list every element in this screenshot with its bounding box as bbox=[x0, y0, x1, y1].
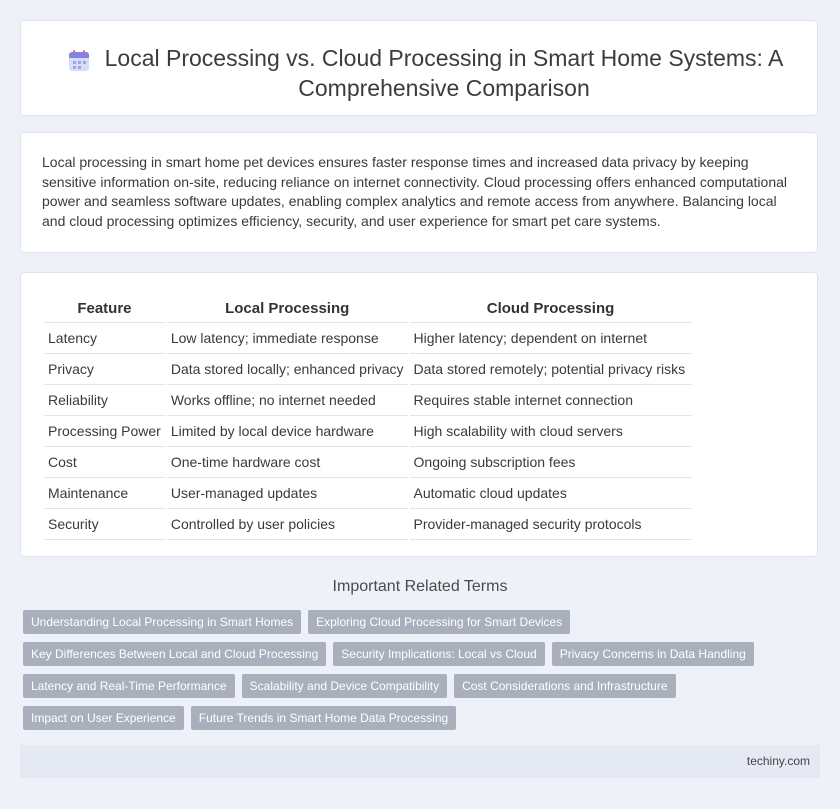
related-term-tag[interactable]: Understanding Local Processing in Smart Homes bbox=[23, 610, 301, 634]
table-cell: Limited by local device hardware bbox=[167, 416, 408, 447]
tag-row bbox=[23, 706, 783, 730]
table-cell: Maintenance bbox=[44, 478, 165, 509]
table-row bbox=[44, 478, 692, 509]
related-term-tag[interactable]: Future Trends in Smart Home Data Processing bbox=[191, 706, 456, 730]
column-header-local: Local Processing bbox=[167, 294, 408, 323]
footer bbox=[20, 745, 820, 778]
page-title: Local Processing vs. Cloud Processing in Smart Home Systems: A Comprehensive Comparison bbox=[104, 45, 784, 101]
comparison-table bbox=[42, 294, 694, 540]
table-row bbox=[44, 354, 692, 385]
title-card bbox=[20, 20, 818, 116]
table-cell: Security bbox=[44, 509, 165, 540]
related-term-tag[interactable]: Latency and Real-Time Performance bbox=[23, 674, 235, 698]
table-row bbox=[44, 447, 692, 478]
table-cell: Data stored locally; enhanced privacy bbox=[167, 354, 408, 385]
table-cell: Controlled by user policies bbox=[167, 509, 408, 540]
footer-site-link[interactable]: techiny.com bbox=[746, 754, 810, 768]
table-row bbox=[44, 323, 692, 354]
table-cell: Higher latency; dependent on internet bbox=[410, 323, 692, 354]
tag-row bbox=[23, 642, 783, 666]
table-cell: Provider-managed security protocols bbox=[410, 509, 692, 540]
tag-row bbox=[23, 610, 783, 634]
table-cell: Processing Power bbox=[44, 416, 165, 447]
table-cell: Reliability bbox=[44, 385, 165, 416]
related-terms-list bbox=[23, 610, 783, 738]
table-row bbox=[44, 416, 692, 447]
table-cell: Low latency; immediate response bbox=[167, 323, 408, 354]
column-header-feature: Feature bbox=[44, 294, 165, 323]
table-row bbox=[44, 509, 692, 540]
related-term-tag[interactable]: Security Implications: Local vs Cloud bbox=[333, 642, 544, 666]
related-term-tag[interactable]: Impact on User Experience bbox=[23, 706, 184, 730]
table-cell: Automatic cloud updates bbox=[410, 478, 692, 509]
table-cell: Data stored remotely; potential privacy risks bbox=[410, 354, 692, 385]
related-term-tag[interactable]: Privacy Concerns in Data Handling bbox=[552, 642, 754, 666]
related-term-tag[interactable]: Scalability and Device Compatibility bbox=[242, 674, 447, 698]
table-cell: Cost bbox=[44, 447, 165, 478]
table-cell: User-managed updates bbox=[167, 478, 408, 509]
table-header-row bbox=[44, 294, 692, 323]
table-cell: Works offline; no internet needed bbox=[167, 385, 408, 416]
table-cell: Requires stable internet connection bbox=[410, 385, 692, 416]
intro-card bbox=[20, 132, 818, 253]
table-cell: Ongoing subscription fees bbox=[410, 447, 692, 478]
table-cell: High scalability with cloud servers bbox=[410, 416, 692, 447]
table-cell: Latency bbox=[44, 323, 165, 354]
table-row bbox=[44, 385, 692, 416]
table-cell: One-time hardware cost bbox=[167, 447, 408, 478]
related-term-tag[interactable]: Key Differences Between Local and Cloud Processing bbox=[23, 642, 326, 666]
tag-row bbox=[23, 674, 783, 698]
related-term-tag[interactable]: Cost Considerations and Infrastructure bbox=[454, 674, 675, 698]
related-terms-heading: Important Related Terms bbox=[332, 578, 508, 595]
related-term-tag[interactable]: Exploring Cloud Processing for Smart Devices bbox=[308, 610, 570, 634]
table-cell: Privacy bbox=[44, 354, 165, 385]
column-header-cloud: Cloud Processing bbox=[410, 294, 692, 323]
intro-paragraph: Local processing in smart home pet devices ensures faster response times and increased data privacy by keeping sensitive information on-site, reducing reliance on internet connectivity. Cloud processing offers enhanced computational power and seamless software updates, enabling complex analytics and remote access from anywhere. Balancing local and cloud processing optimizes efficiency, security, and user experience for smart pet care systems. bbox=[42, 154, 788, 229]
comparison-card bbox=[20, 272, 818, 557]
